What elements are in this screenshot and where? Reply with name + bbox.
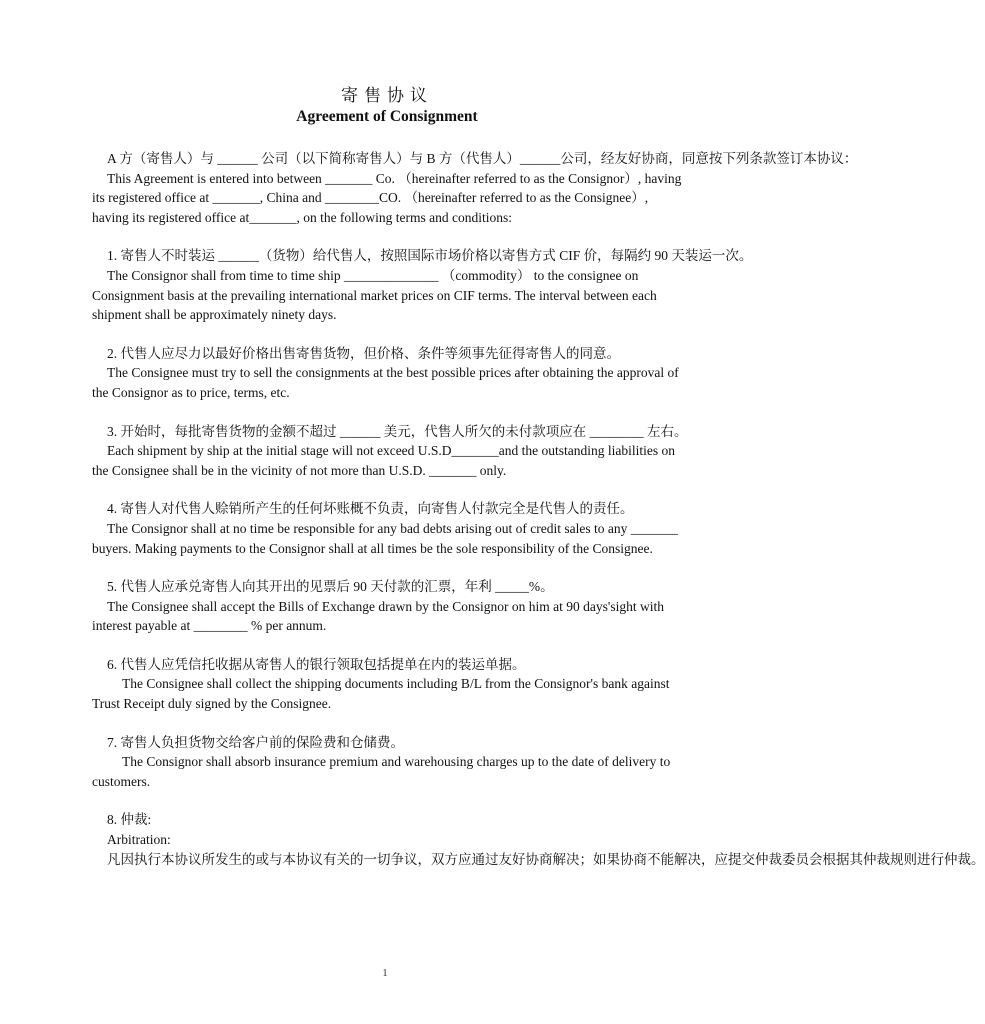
clause-6-en: The Consignee shall collect the shipping documents including B/L from the Consignor's bank against Trust Receipt duly signed by the Consignee. xyxy=(92,676,670,712)
clause-8-cn: 8. 仲裁: xyxy=(107,812,152,828)
document-title-cn: 寄售协议 xyxy=(341,86,433,105)
clause-8-en: Arbitration: xyxy=(107,832,171,848)
clause-3-en: Each shipment by ship at the initial stage will not exceed U.S.D_______and the outstanding liabilities on the Consignee shall be in the vicinity of not more than U.S.D. _______ only. xyxy=(92,443,676,478)
clause-1-en: The Consignor shall from time to time ship ______________ （commodity） to the consignee on Consignment basis at the prevailing international market prices on CIF terms. The interval between each shipment shall be approximately ninety days. xyxy=(92,267,657,323)
clause-4-en: The Consignor shall at no time be responsible for any bad debts arising out of credit sales to any _______ buyers. Making payments to the Consignor shall at all times be the sole responsibility of the Consignee. xyxy=(92,520,679,556)
spacer xyxy=(92,325,682,344)
clause-5-cn: 5. 代售人应承兑寄售人向其开出的见票后 90 天付款的汇票，年利 _____%。 xyxy=(107,579,554,595)
page-number: 1 xyxy=(382,968,388,979)
clause-2-cn: 2. 代售人应尽力以最好价格出售寄售货物，但价格、条件等须事先征得寄售人的同意。 xyxy=(107,345,620,361)
spacer xyxy=(92,558,682,577)
intro-cn: A 方（寄售人）与 ______ 公司（以下简称寄售人）与 B 方（代售人）______公司，经友好协商，同意按下列条款签订本协议： xyxy=(107,151,858,166)
clause-list xyxy=(92,246,753,810)
spacer xyxy=(92,403,682,422)
spacer xyxy=(92,480,682,499)
spacer xyxy=(92,791,682,810)
intro-en: This Agreement is entered into between _______ Co. （hereinafter referred to as the Consignor）, having its registered office at _______, China and ________CO. （hereinafter referred to as the Consignee）, having its registered office at_______, on the following terms and conditions: xyxy=(92,170,682,225)
spacer xyxy=(92,714,682,733)
document-page xyxy=(92,86,985,869)
clause-8-cn-body: 凡因执行本协议所发生的或与本协议有关的一切争议，双方应通过友好协商解决；如果协商不能解决，应提交仲裁委员会根据其仲裁规则进行仲裁。 xyxy=(107,851,985,867)
clause-4-cn: 4. 寄售人对代售人赊销所产生的任何坏账概不负责，向寄售人付款完全是代售人的责任。 xyxy=(107,501,634,517)
clause-7-en: The Consignor shall absorb insurance premium and warehousing charges up to the date of delivery to customers. xyxy=(92,754,671,789)
clause-6-cn: 6. 代售人应凭信托收据从寄售人的银行领取包括提单在内的装运单据。 xyxy=(107,656,526,672)
document-title-en: Agreement of Consignment xyxy=(296,108,478,125)
spacer xyxy=(92,227,682,246)
spacer xyxy=(92,636,682,655)
clause-3-cn: 3. 开始时，每批寄售货物的金额不超过 ______ 美元，代售人所欠的未付款项应在 ________ 左右。 xyxy=(107,423,688,439)
clause-2-en: The Consignee must try to sell the consignments at the best possible prices after obtaining the approval of the Consignor as to price, terms, etc. xyxy=(92,365,679,400)
clause-1-cn: 1. 寄售人不时装运 ______（货物）给代售人，按照国际市场价格以寄售方式 CIF 价，每隔约 90 天装运一次。 xyxy=(107,248,753,264)
clause-5-en: The Consignee shall accept the Bills of Exchange drawn by the Consignor on him at 90 days'sight with interest payable at ________ % per annum. xyxy=(92,598,664,634)
clause-7-cn: 7. 寄售人负担货物交给客户前的保险费和仓储费。 xyxy=(107,734,404,750)
